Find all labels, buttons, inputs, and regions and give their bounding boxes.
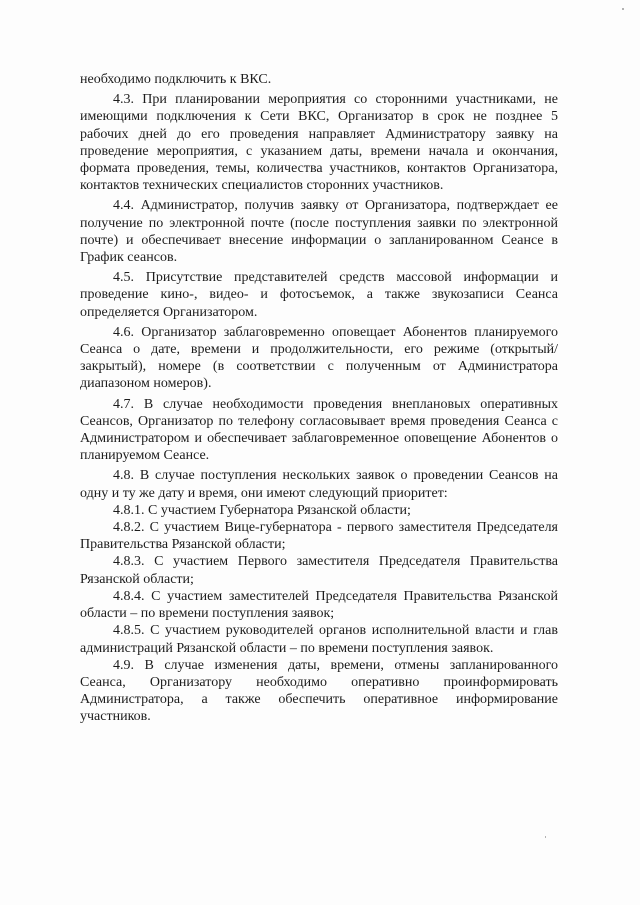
paragraph-4-4: 4.4. Администратор, получив заявку от Организатора, подтверждает ее получение по электронной почте (после поступления заявки по электронной почте) и обеспечивает внесение информации о запланированном Сеансе в График сеансов.	[80, 198, 558, 266]
paragraph-continuation: необходимо подключить к ВКС.	[80, 72, 272, 87]
document-body	[80, 71, 558, 726]
scan-speck	[545, 836, 546, 838]
paragraph-4-3: 4.3. При планировании мероприятия со сторонними участниками, не имеющими подключения к Сети ВКС, Организатор в срок не позднее 5 рабочих дней до его проведения направляет Администратору заявку на проведение мероприятия, с указанием даты, времени начала и окончания, формата проведения, темы, количества участников, контактов Организатора, контактов технических специалистов сторонних участников.	[80, 92, 558, 194]
paragraph-4-8-1: 4.8.1. С участием Губернатора Рязанской области;	[113, 502, 411, 518]
scan-speck	[622, 8, 624, 10]
paragraph-4-8-2: 4.8.2. С участием Вице-губернатора - первого заместителя Председателя Правительства Рязанской области;	[80, 520, 558, 553]
paragraph-4-8-3: 4.8.3. С участием Первого заместителя Председателя Правительства Рязанской области;	[80, 554, 558, 587]
paragraph-4-8-4: 4.8.4. С участием заместителей Председателя Правительства Рязанской области – по времени поступления заявок;	[80, 588, 558, 622]
paragraph-4-9: 4.9. В случае изменения даты, времени, отмены запланированного Сеанса, Организатору необходимо оперативно проинформировать Администратора, а также обеспечить оперативное информирование участников.	[80, 657, 558, 725]
paragraph-4-5: 4.5. Присутствие представителей средств массовой информации и проведение кино-, видео- и фотосъемок, а также звукозаписи Сеанса определяется Организатором.	[80, 270, 558, 320]
paragraph-4-6: 4.6. Организатор заблаговременно оповещает Абонентов планируемого Сеанса о дате, времени и продолжительности, его режиме (открытый/закрытый), номере (в соответствии с полученным от Администратора диапазоном номеров).	[80, 324, 558, 392]
paragraph-4-8: 4.8. В случае поступления нескольких заявок о проведении Сеансов на одну и ту же дату и время, они имеют следующий приоритет:	[80, 468, 558, 501]
paragraph-4-7: 4.7. В случае необходимости проведения внеплановых оперативных Сеансов, Организатор по телефону согласовывает время проведения Сеанса с Администратором и обеспечивает заблаговременное оповещение Абонентов о планируемом Сеансе.	[80, 396, 558, 464]
paragraph-4-8-5: 4.8.5. С участием руководителей органов исполнительной власти и глав администраций Рязанской области – по времени поступления заявок.	[80, 623, 558, 656]
